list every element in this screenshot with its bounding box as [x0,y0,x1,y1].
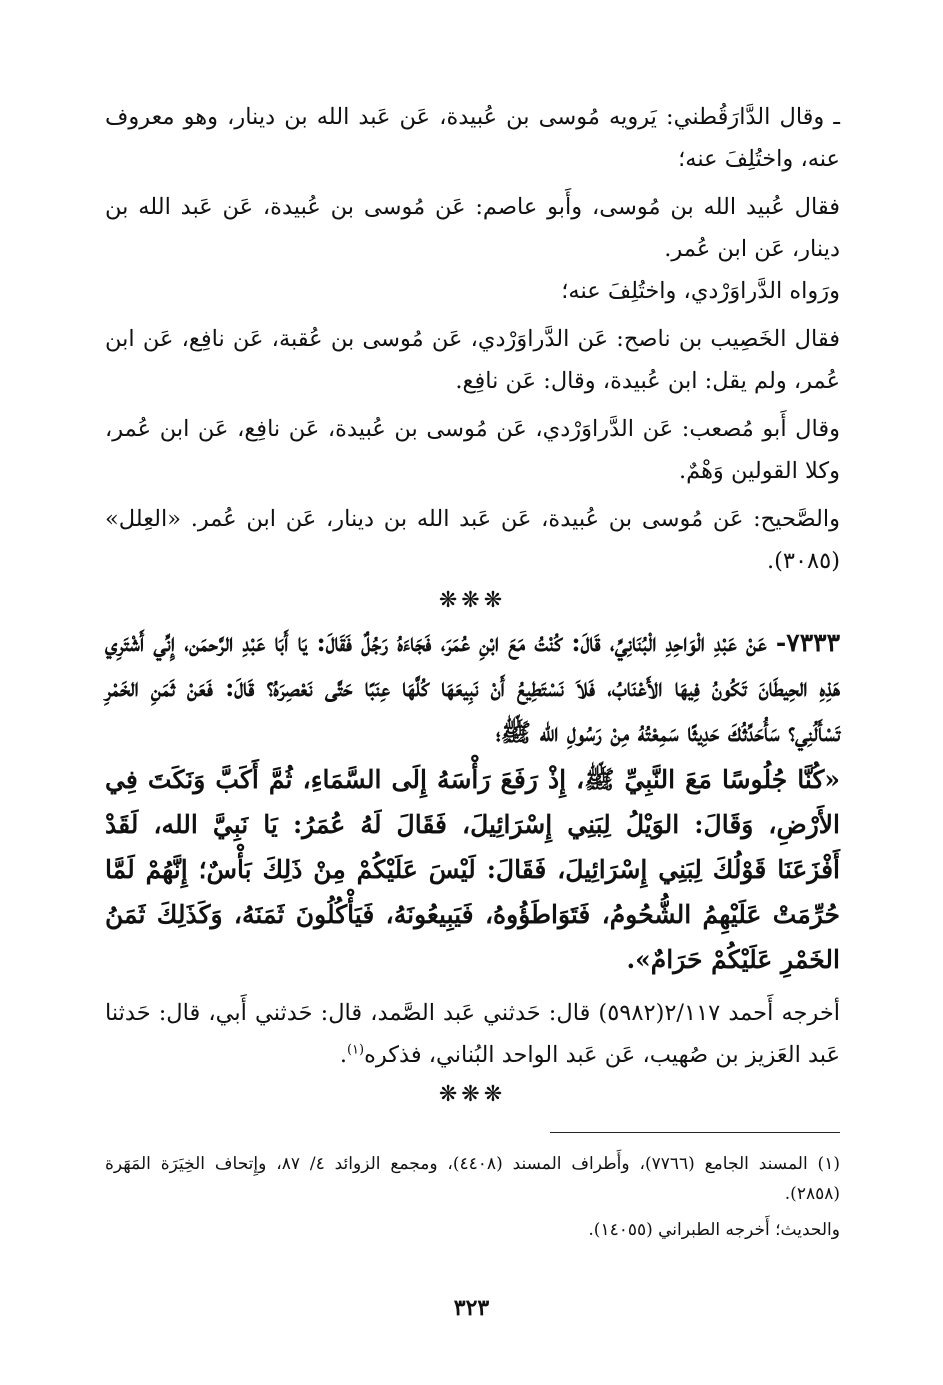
hadith-intro: ٧٣٣٣- عَنْ عَبْدِ الْوَاحِدِ الْبُنَانِيِّ، قَالَ: كُنْتُ مَعَ ابْنِ عُمَرَ، فَجَاءَهُ رَجُلٌ فَقَالَ: يَا أَبَا عَبْدِ الرَّحمَن، إِنِّي أَشْتَرِي هَذِهِ الحِيطَانَ تَكُونُ فِيهَا الأَعْنَابُ، فَلاَ نَسْتَطِيعُ أَنْ نَبِيعَهَا كُلَّهَا عِنَبًا حَتَّى نَعْصِرَهُ؟ قَالَ: فَعَنْ ثَمَنِ الخَمْرِ تَسْأَلُنِي؟ سَأُحَدِّثُكَ حَدِيثًا سَمِعْتُهُ مِنْ رَسُولِ الله ﷺ؛ [105,628,840,747]
page-body [105,96,840,1336]
sahih-paragraph: والصَّحيح: عَن مُوسى بن عُبيدة، عَن عَبد الله بن دينار، عَن ابن عُمر. «العِلل» (٣٠٨٥). [105,506,840,574]
footnote-divider-wrap [105,1132,840,1133]
footnote-divider [550,1132,840,1133]
hadith-body: «كُنَّا جُلُوسًا مَعَ النَّبِيِّ ﷺ، إِذْ رَفَعَ رَأْسَهُ إِلَى السَّمَاءِ، ثُمَّ أَكَبَّ وَنَكَتَ فِي الأَرْضِ، وَقَالَ: الوَيْلُ لِبَنِي إِسْرَائِيلَ، فَقَالَ لَهُ عُمَرُ: يَا نَبِيَّ الله، لَقَدْ أَفْزَعَنَا قَوْلُكَ لِبَنِي إِسْرَائِيلَ، فَقَالَ: لَيْسَ عَلَيْكُمْ مِنْ ذَلِكَ بَأْسٌ؛ إِنَّهُمْ لَمَّا حُرِّمَتْ عَلَيْهِمُ الشُّحُومُ، فَتَوَاطَؤُوهُ، فَيَبِيعُونَهُ، فَيَأْكُلُونَ ثَمَنَهُ، وَكَذَلِكَ ثَمَنُ الخَمْرِ عَلَيْكُمْ حَرَامٌ». [105,765,840,974]
footnote-1: (١) المسند الجامع (٧٧٦٦)، وأَطراف المسند (٤٤٠٨)، ومجمع الزوائد ٤/ ٨٧، وإِتحاف الخِيَرَة المَهَرة (٢٨٥٨). [105,1154,840,1204]
khasib-paragraph: فقال الخَصِيب بن ناصح: عَن الدَّراوَرْدي، عَن مُوسى بن عُقبة، عَن نافِع، عَن ابن عُمر، ولم يقل: ابن عُبيدة، وقال: عَن نافِع. [105,326,840,394]
section-separator-bottom: ❋❋❋ [438,1082,507,1107]
footnote-2: والحديث؛ أَخرجه الطبراني (١٤٠٥٥). [588,1220,840,1240]
daraqutni-paragraph: ـ وقال الدَّارَقُطني: يَرويه مُوسى بن عُبيدة، عَن عَبد الله بن دينار، وهو معروف عنه، واختُلِفَ عنه؛ [105,104,840,172]
takhrij-end: . [339,1042,347,1068]
takhrij-paragraph [105,992,840,1076]
page-number: ٣٢٣ [453,1295,490,1321]
takhrij-text: أخرجه أَحمد ٢/١١٧(٥٩٨٢) قال: حَدثني عَبد الصَّمد، قال: حَدثني أَبي، قال: حَدثنا عَبد العَزيز بن صُهيب، عَن عَبد الواحد البُناني، فذكره [105,1000,840,1068]
narration-variant-paragraph: فقال عُبيد الله بن مُوسى، وأَبو عاصم: عَن مُوسى بن عُبيدة، عَن عَبد الله بن دينار، عَن ابن عُمر. [105,194,840,262]
darawardi-paragraph: ورَواه الدَّراوَرْدي، واختُلِفَ عنه؛ [561,278,840,304]
section-separator: ❋❋❋ [438,588,507,613]
abu-musab-paragraph: وقال أَبو مُصعب: عَن الدَّراوَرْدي، عَن مُوسى بن عُبيدة، عَن نافِع، عَن ابن عُمر، وكلا القولين وَهْمٌ. [105,416,840,484]
footnote-ref[interactable]: (١) [346,1042,365,1058]
